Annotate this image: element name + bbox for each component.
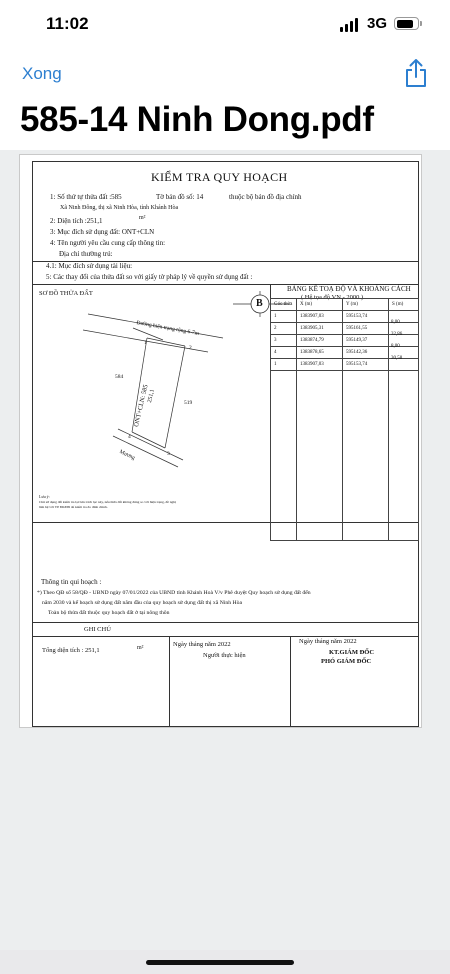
table-header: Y (m) [343, 299, 389, 311]
canal-label: Mương [118, 449, 136, 462]
distance-value: 32,86 [391, 332, 403, 337]
address-line: Địa chỉ thường trú: [59, 250, 113, 258]
changes-line: 5: Các thay đổi của thửa đất so với giấy tờ pháp lý về quyền sử dụng đất : [46, 273, 253, 281]
notice-title: Lưu ý: [39, 494, 50, 499]
purpose-line: 4.1: Mục đích sử dụng tài liệu: [46, 262, 133, 270]
neighbor-parcel-left: 584 [115, 374, 124, 380]
vertex-label-4: 4 [128, 434, 131, 440]
share-icon[interactable] [404, 58, 428, 88]
total-area-unit: m² [137, 645, 144, 651]
coordinate-table-subtitle: ( Hệ tọa độ VN - 2000 ) [301, 294, 364, 301]
land-use-line: 3: Mục đích sử dụng đất: ONT+CLN [50, 228, 155, 236]
document-frame [32, 161, 419, 727]
table-header: Góc thửa [271, 299, 297, 311]
distance-value: 30,58 [391, 356, 403, 361]
title-bar [0, 98, 450, 150]
signatory-position: PHÓ GIÁM ĐỐC [321, 658, 372, 665]
notes-label: GHI CHÚ [84, 626, 111, 633]
planning-info-line-1: *) Theo QĐ số 58/QĐ - UBND ngày 07/01/2022 của UBND tỉnh Khánh Hoà V/v Phê duyệt Quy hoạch sử dụng đất đến [37, 590, 311, 596]
compass-label: B [256, 298, 263, 309]
pdf-viewer[interactable] [0, 150, 450, 950]
area-line: 2: Diện tích :251,1 [50, 217, 103, 225]
distance-value: 8,00 [391, 320, 400, 325]
planning-info-line-2: năm 2030 và kế hoạch sử dụng đất năm đầu của quy hoạch sử dụng đất thị xã Ninh Hòa [42, 600, 242, 606]
location-line: Xã Ninh Đông, thị xã Ninh Hòa, tỉnh Khánh Hòa [60, 205, 179, 211]
battery-icon [394, 17, 419, 30]
coordinate-table-title: BẢNG KÊ TOẠ ĐỘ VÀ KHOẢNG CÁCH [287, 285, 411, 293]
vertex-label-2: 2 [189, 345, 192, 351]
navigation-bar [0, 50, 450, 98]
distance-value: 8,00 [391, 344, 400, 349]
document-title: 585-14 Ninh Dong.pdf [20, 100, 374, 139]
date-right: Ngày tháng năm 2022 [299, 638, 357, 645]
status-bar [0, 0, 450, 50]
parcel-label: ONT+CLN: 585 [133, 383, 150, 428]
performer-label: Người thực hiện [203, 652, 246, 659]
table-header: S (m) [389, 299, 419, 311]
planning-info-title: Thông tin qui hoạch : [41, 578, 102, 586]
date-left: Ngày tháng năm 2022 [173, 641, 231, 648]
signatory-title: KT.GIÁM ĐỐC [329, 649, 375, 656]
table-row: 1 1383907,03 595153,74 [271, 359, 419, 371]
plot-diagram-title: SƠ ĐỒ THỬA ĐẤT [39, 290, 93, 297]
notice-text-2: liên hệ với VP ĐKĐĐ để kiểm tra đo đỉnh chính. [39, 505, 108, 509]
table-row: 1 1383907,03 595153,74 [271, 311, 419, 323]
table-row: 4 1383878,65 595142,36 [271, 347, 419, 359]
cadastral-map-line: thuộc bộ bản đồ địa chính [229, 193, 302, 201]
table-row: 2 1383905,31 595161,55 [271, 323, 419, 335]
area-unit: m² [139, 215, 146, 221]
signal-icon [340, 18, 358, 32]
document-heading: KIỂM TRA QUY HOẠCH [151, 170, 288, 184]
network-label: 3G [367, 15, 388, 32]
pdf-page [19, 154, 422, 728]
table-row: 3 1383874,79 595149,37 [271, 335, 419, 347]
vertex-label-3: 3 [167, 451, 170, 457]
parcel-area-label: 251,1 [147, 388, 156, 404]
table-header: X (m) [297, 299, 343, 311]
status-time: 11:02 [46, 14, 89, 33]
map-sheet-line: Tờ bản đồ số: 14 [156, 193, 204, 201]
neighbor-parcel-right: 519 [184, 400, 193, 406]
home-indicator[interactable] [146, 960, 294, 965]
planning-info-line-3: Toàn bộ thửa đất thuộc quy hoạch đất ở tại nông thôn [48, 610, 170, 616]
total-area: Tổng diện tích : 251,1 [42, 647, 100, 654]
vertex-label-1: 1 [144, 340, 147, 346]
parcel-number-line: 1: Số thứ tự thửa đất :585 [50, 193, 122, 201]
notice-text-1: Chủ sử dụng đất kiểm tra lại bản trích lục này, nếu thửa đất không đúng so với hiện trạng, đề nghị [39, 500, 176, 504]
requester-line: 4: Tên người yêu cầu cung cấp thông tin: [50, 239, 166, 247]
road-label: Đường hiện trạng rộng 6-7m [135, 320, 200, 337]
done-button[interactable]: Xong [22, 64, 62, 83]
